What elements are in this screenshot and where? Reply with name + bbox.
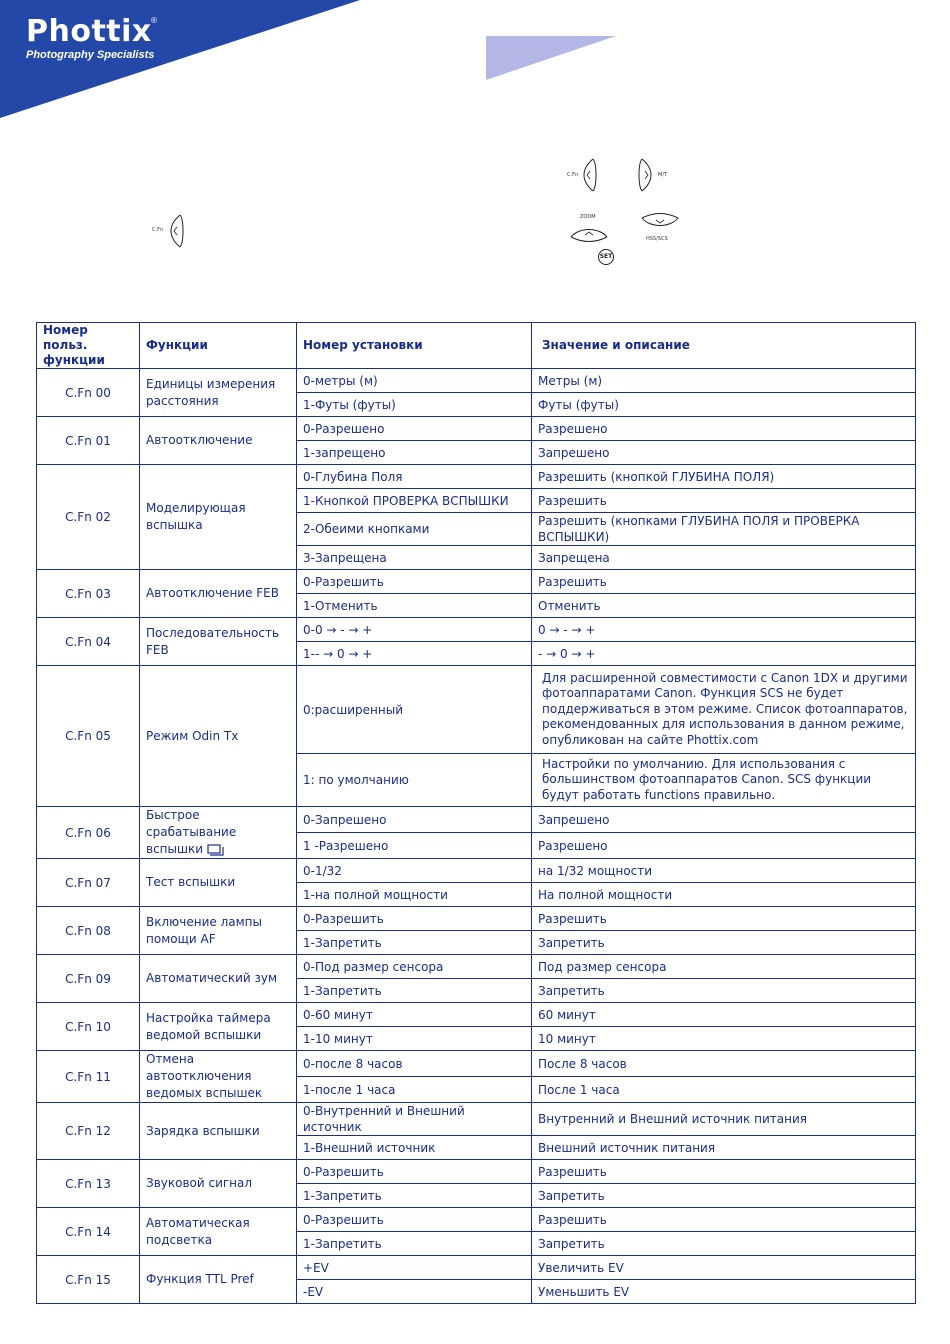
setting-cell: 0-0 → - → +	[297, 618, 532, 642]
description-cell: 10 минут	[532, 1027, 916, 1051]
description-cell: Внутренний и Внешний источник питания	[532, 1103, 916, 1136]
brand-logo: Phottix	[26, 14, 152, 49]
cfn-code-cell: C.Fn 01	[37, 417, 140, 465]
mlt-label: M/T	[658, 172, 668, 178]
description-cell: Запрешено	[532, 441, 916, 465]
table-row	[37, 1160, 916, 1184]
setting-cell: 0-Разрешить	[297, 907, 532, 931]
set-button-icon: SET	[598, 249, 614, 265]
setting-cell: 1-Кнопкой ПРОВЕРКА ВСПЫШКИ	[297, 489, 532, 513]
description-cell: Запретить	[532, 1232, 916, 1256]
cfn-code-cell: C.Fn 08	[37, 907, 140, 955]
setting-cell: 3-Запрещена	[297, 546, 532, 570]
function-name-cell	[140, 955, 297, 1003]
table-row	[37, 369, 916, 393]
function-name-cell	[140, 1256, 297, 1304]
function-name: Включение лампы помощи AF	[146, 914, 262, 946]
description-cell: Для расширенной совместимости с Canon 1DX и другими фотоаппаратами Canon. Функция SCS не будет поддерживаться в этом режиме. Список фотоаппаратов, рекомендованных для использования в данном режиме, опубликован на сайте Phottix.com	[532, 666, 916, 754]
mlt-right-button-diagram	[636, 158, 676, 194]
table-row	[37, 465, 916, 489]
setting-cell: 2-Обеими кнопками	[297, 513, 532, 546]
setting-cell: 0-Запрешено	[297, 807, 532, 833]
function-name: Автоотключение FEB	[146, 586, 279, 600]
table-row	[37, 1208, 916, 1232]
function-name: Единицы измерения расстояния	[146, 376, 276, 408]
description-cell: 0 → - → +	[532, 618, 916, 642]
setting-cell: 0-1/32	[297, 859, 532, 883]
description-cell: Под размер сенсора	[532, 955, 916, 979]
continuous-shooting-icon	[207, 844, 224, 856]
function-name-cell	[140, 666, 297, 807]
table-row	[37, 807, 916, 833]
description-cell: Запретить	[532, 931, 916, 955]
header-wedge-shape	[486, 36, 616, 80]
function-name-cell	[140, 1103, 297, 1160]
description-cell: Уменьшить EV	[532, 1280, 916, 1304]
setting-cell: 1-10 минут	[297, 1027, 532, 1051]
function-name-cell	[140, 417, 297, 465]
setting-cell: 1-Запретить	[297, 1232, 532, 1256]
zoom-button-diagram	[566, 214, 612, 244]
function-name: Автоматический зум	[146, 971, 278, 985]
setting-cell: 1-- → 0 → +	[297, 642, 532, 666]
cfn-code-cell: C.Fn 10	[37, 1003, 140, 1051]
description-cell: Разрешено	[532, 833, 916, 859]
table-row	[37, 570, 916, 594]
function-name-cell	[140, 570, 297, 618]
cfn-left-button-diagram	[565, 158, 605, 194]
description-cell: Внешний источник питания	[532, 1136, 916, 1160]
cfn-code-cell: C.Fn 02	[37, 465, 140, 570]
description-cell: Запрешено	[532, 807, 916, 833]
setting-cell: 1-Футы (футы)	[297, 393, 532, 417]
hss-button-diagram	[638, 212, 684, 244]
setting-cell: +EV	[297, 1256, 532, 1280]
description-cell: Увеличить EV	[532, 1256, 916, 1280]
table-row	[37, 1103, 916, 1136]
description-cell: Разрешить	[532, 907, 916, 931]
description-cell: 60 минут	[532, 1003, 916, 1027]
setting-cell: 1 -Разрешено	[297, 833, 532, 859]
function-name-cell	[140, 369, 297, 417]
left-arrow-button-icon	[581, 158, 599, 192]
description-cell: После 1 часа	[532, 1077, 916, 1103]
description-cell: Метры (м)	[532, 369, 916, 393]
table-row	[37, 1256, 916, 1280]
cfn-code-cell: C.Fn 04	[37, 618, 140, 666]
setting-cell: 0-Под размер сенсора	[297, 955, 532, 979]
setting-cell: 0-после 8 часов	[297, 1051, 532, 1077]
setting-cell: 0-Разрешено	[297, 417, 532, 441]
setting-cell: 0-Разрешить	[297, 1208, 532, 1232]
cfn-code-cell: C.Fn 03	[37, 570, 140, 618]
cfn-code-cell: C.Fn 15	[37, 1256, 140, 1304]
function-name: Автоотключение	[146, 433, 253, 447]
setting-cell: 1: по умолчанию	[297, 754, 532, 807]
brand-tagline: Photography Specialists	[26, 49, 155, 61]
description-cell: Разрешить (кнопкой ГЛУБИНА ПОЛЯ)	[532, 465, 916, 489]
description-cell: Разрешить	[532, 570, 916, 594]
description-cell: После 8 часов	[532, 1051, 916, 1077]
cfn-code-cell: C.Fn 13	[37, 1160, 140, 1208]
setting-cell: 1-Запретить	[297, 979, 532, 1003]
description-cell: Запретить	[532, 979, 916, 1003]
function-name: Настройка таймера ведомой вспышки	[146, 1010, 271, 1042]
function-name: Быстрое срабатывание вспышки	[146, 808, 237, 856]
function-name-cell	[140, 1160, 297, 1208]
setting-cell: 1-Запретить	[297, 1184, 532, 1208]
function-name-cell	[140, 465, 297, 570]
function-name: Зарядка вспышки	[146, 1123, 260, 1138]
header-number: Номер польз. функции	[37, 323, 140, 369]
cfn-code-cell: C.Fn 09	[37, 955, 140, 1003]
description-cell: Отменить	[532, 594, 916, 618]
function-name-cell	[140, 618, 297, 666]
description-cell: Футы (футы)	[532, 393, 916, 417]
down-arrow-button-icon	[640, 212, 680, 234]
setting-cell: 1-Внешний источник	[297, 1136, 532, 1160]
table-row	[37, 907, 916, 931]
setting-cell: -EV	[297, 1280, 532, 1304]
setting-cell: 0-Разрешить	[297, 1160, 532, 1184]
header-setting: Номер установки	[297, 323, 532, 369]
setting-cell: 0-60 минут	[297, 1003, 532, 1027]
right-arrow-button-icon	[636, 158, 654, 192]
function-name: Моделирующая вспышка	[146, 501, 246, 532]
function-name-cell	[140, 859, 297, 907]
setting-cell: 0-Глубина Поля	[297, 465, 532, 489]
description-cell: Разрешить	[532, 1208, 916, 1232]
cfn-code-cell: C.Fn 05	[37, 666, 140, 807]
setting-cell: 1-Отменить	[297, 594, 532, 618]
table-row	[37, 1051, 916, 1077]
header-function: Функции	[140, 323, 297, 369]
setting-cell: 0-метры (м)	[297, 369, 532, 393]
description-cell: Запретить	[532, 1184, 916, 1208]
function-name: Режим Odin Tx	[146, 728, 239, 743]
description-cell: Разрешить	[532, 489, 916, 513]
cfn-button-diagram	[150, 214, 190, 250]
function-name-cell	[140, 907, 297, 955]
hss-label: HSS/SCS	[646, 236, 668, 242]
function-name: Последовательность FEB	[146, 625, 280, 657]
function-name: Звуковой сигнал	[146, 1176, 253, 1190]
table-body	[37, 369, 916, 1304]
description-cell: На полной мощности	[532, 883, 916, 907]
cfn-code-cell: C.Fn 07	[37, 859, 140, 907]
table-row	[37, 955, 916, 979]
description-cell: - → 0 → +	[532, 642, 916, 666]
setting-cell: 1-после 1 часа	[297, 1077, 532, 1103]
function-name-cell	[140, 1003, 297, 1051]
function-name-cell	[140, 1208, 297, 1256]
table-row	[37, 417, 916, 441]
setting-cell: 0-Разрешить	[297, 570, 532, 594]
function-name: Функция TTL Pref	[146, 1272, 254, 1286]
table-row	[37, 1003, 916, 1027]
zoom-label: ZOOM	[580, 214, 596, 220]
function-name-cell	[140, 1051, 297, 1103]
up-arrow-button-icon	[569, 221, 609, 243]
setting-cell: 1-на полной мощности	[297, 883, 532, 907]
cfn-code-cell: C.Fn 14	[37, 1208, 140, 1256]
header-description: Значение и описание	[532, 323, 916, 369]
function-name: Тест вспышки	[146, 875, 236, 889]
cfn-code-cell: C.Fn 00	[37, 369, 140, 417]
cfn-code-cell: C.Fn 11	[37, 1051, 140, 1103]
registered-mark: ®	[151, 16, 157, 25]
cfn-label: C.Fn	[152, 227, 164, 233]
custom-functions-table	[36, 322, 916, 1304]
setting-cell: 1-Запретить	[297, 931, 532, 955]
table-row	[37, 859, 916, 883]
left-arrow-button-icon	[168, 214, 186, 248]
cfn-code-cell: C.Fn 12	[37, 1103, 140, 1160]
table-row	[37, 666, 916, 754]
description-cell: Настройки по умолчанию. Для использования с большинством фотоаппаратов Canon. SCS функции будут работать functions правильно.	[532, 754, 916, 807]
function-name: Отмена автоотключения ведомых вспышек	[146, 1052, 263, 1100]
setting-cell: 0:расширенный	[297, 666, 532, 754]
function-name-cell	[140, 807, 297, 859]
setting-cell: 1-запрещено	[297, 441, 532, 465]
setting-cell: 0-Внутренний и Внешний источник	[297, 1103, 532, 1136]
table-row	[37, 618, 916, 642]
description-cell: Запрещена	[532, 546, 916, 570]
function-name: Автоматическая подсветка	[146, 1215, 250, 1247]
description-cell: Разрешить (кнопками ГЛУБИНА ПОЛЯ и ПРОВЕРКА ВСПЫШКИ)	[532, 513, 916, 546]
description-cell: Разрешить	[532, 1160, 916, 1184]
description-cell: на 1/32 мощности	[532, 859, 916, 883]
table-header-row	[37, 323, 916, 369]
cfn-code-cell: C.Fn 06	[37, 807, 140, 859]
cfn-label: C.Fn	[567, 172, 579, 178]
description-cell: Разрешено	[532, 417, 916, 441]
